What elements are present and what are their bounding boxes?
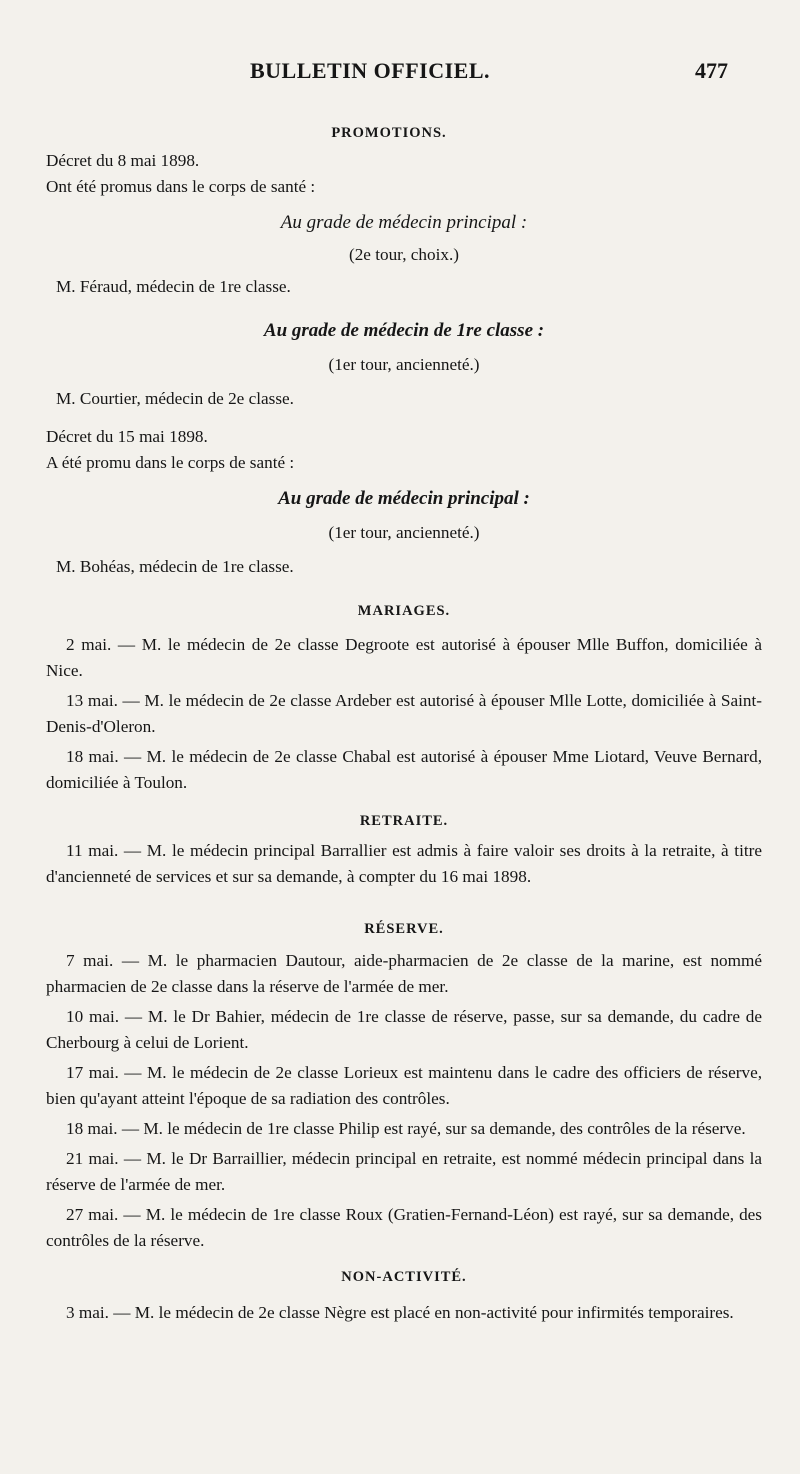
page-number: 477 bbox=[695, 58, 728, 83]
grade-note: (2e tour, choix.) bbox=[348, 245, 460, 264]
list-item: 17 mai. — M. le médecin de 2e classe Lorieux est maintenu dans le cadre des officiers de réserve, bien qu'ayant atteint l'époque de sa radiation des contrôles. bbox=[46, 1063, 762, 1108]
retraite-section bbox=[46, 808, 762, 890]
list-item: 7 mai. — M. le pharmacien Dautour, aide-pharmacien de 2e classe de la marine, est nommé pharmacien de 2e classe dans la réserve de l'armée de mer. bbox=[46, 951, 762, 996]
grade-note: (1er tour, ancienneté.) bbox=[328, 523, 480, 542]
promotions-decree-1 bbox=[46, 148, 762, 200]
running-title: BULLETIN OFFICIEL. bbox=[249, 58, 491, 83]
list-item: 3 mai. — M. le médecin de 2e classe Nègre est placé en non-activité pour infirmités temporaires. bbox=[66, 1303, 734, 1322]
list-item: 27 mai. — M. le médecin de 1re classe Roux (Gratien-Fernand-Léon) est rayé, sur sa demande, des contrôles de la réserve. bbox=[46, 1205, 762, 1250]
decree-date: Décret du 15 mai 1898. bbox=[46, 427, 208, 446]
list-item: 11 mai. — M. le médecin principal Barrallier est admis à faire valoir ses droits à la retraite, à titre d'ancienneté de services et sur sa demande, à compter du 16 mai 1898. bbox=[46, 841, 762, 886]
page-header bbox=[0, 58, 800, 90]
grade-entry: M. Féraud, médecin de 1re classe. bbox=[56, 277, 291, 296]
promotions-section bbox=[46, 120, 762, 146]
grade-block-1 bbox=[46, 210, 762, 300]
list-item: 2 mai. — M. le médecin de 2e classe Degroote est autorisé à épouser Mlle Buffon, domiciliée à Nice. bbox=[46, 635, 762, 680]
list-item: 13 mai. — M. le médecin de 2e classe Ardeber est autorisé à épouser Mlle Lotte, domiciliée à Saint-Denis-d'Oleron. bbox=[46, 691, 762, 736]
decree-intro: A été promu dans le corps de santé : bbox=[46, 453, 295, 472]
list-item: 18 mai. — M. le médecin de 2e classe Chabal est autorisé à épouser Mme Liotard, Veuve Bernard, domiciliée à Toulon. bbox=[46, 747, 762, 792]
grade-entry: M. Bohéas, médecin de 1re classe. bbox=[56, 557, 294, 576]
reserve-section bbox=[46, 916, 762, 1254]
grade-heading: Au grade de médecin principal : bbox=[278, 488, 530, 509]
grade-heading: Au grade de médecin de 1re classe : bbox=[263, 320, 545, 341]
grade-note: (1er tour, ancienneté.) bbox=[328, 355, 480, 374]
section-title-retraite: RETRAITE. bbox=[359, 813, 449, 829]
mariages-section bbox=[46, 598, 762, 796]
grade-block-2 bbox=[46, 318, 762, 412]
decree-intro: Ont été promus dans le corps de santé : bbox=[46, 177, 316, 196]
grade-block-3 bbox=[46, 486, 762, 580]
section-title-non-activite: NON-ACTIVITÉ. bbox=[341, 1269, 467, 1285]
list-item: 21 mai. — M. le Dr Barraillier, médecin principal en retraite, est nommé médecin principal dans la réserve de l'armée de mer. bbox=[46, 1149, 762, 1194]
promotions-decree-2 bbox=[46, 424, 762, 476]
section-title-promotions: PROMOTIONS. bbox=[331, 125, 447, 141]
grade-heading: Au grade de médecin principal : bbox=[280, 212, 528, 233]
grade-entry: M. Courtier, médecin de 2e classe. bbox=[56, 389, 294, 408]
decree-date: Décret du 8 mai 1898. bbox=[46, 151, 200, 170]
non-activite-section bbox=[46, 1264, 762, 1326]
section-title-reserve: RÉSERVE. bbox=[364, 921, 444, 937]
section-title-mariages: MARIAGES. bbox=[357, 603, 451, 619]
list-item: 10 mai. — M. le Dr Bahier, médecin de 1re classe de réserve, passe, sur sa demande, du cadre de Cherbourg à celui de Lorient. bbox=[46, 1007, 762, 1052]
list-item: 18 mai. — M. le médecin de 1re classe Philip est rayé, sur sa demande, des contrôles de la réserve. bbox=[66, 1119, 746, 1138]
